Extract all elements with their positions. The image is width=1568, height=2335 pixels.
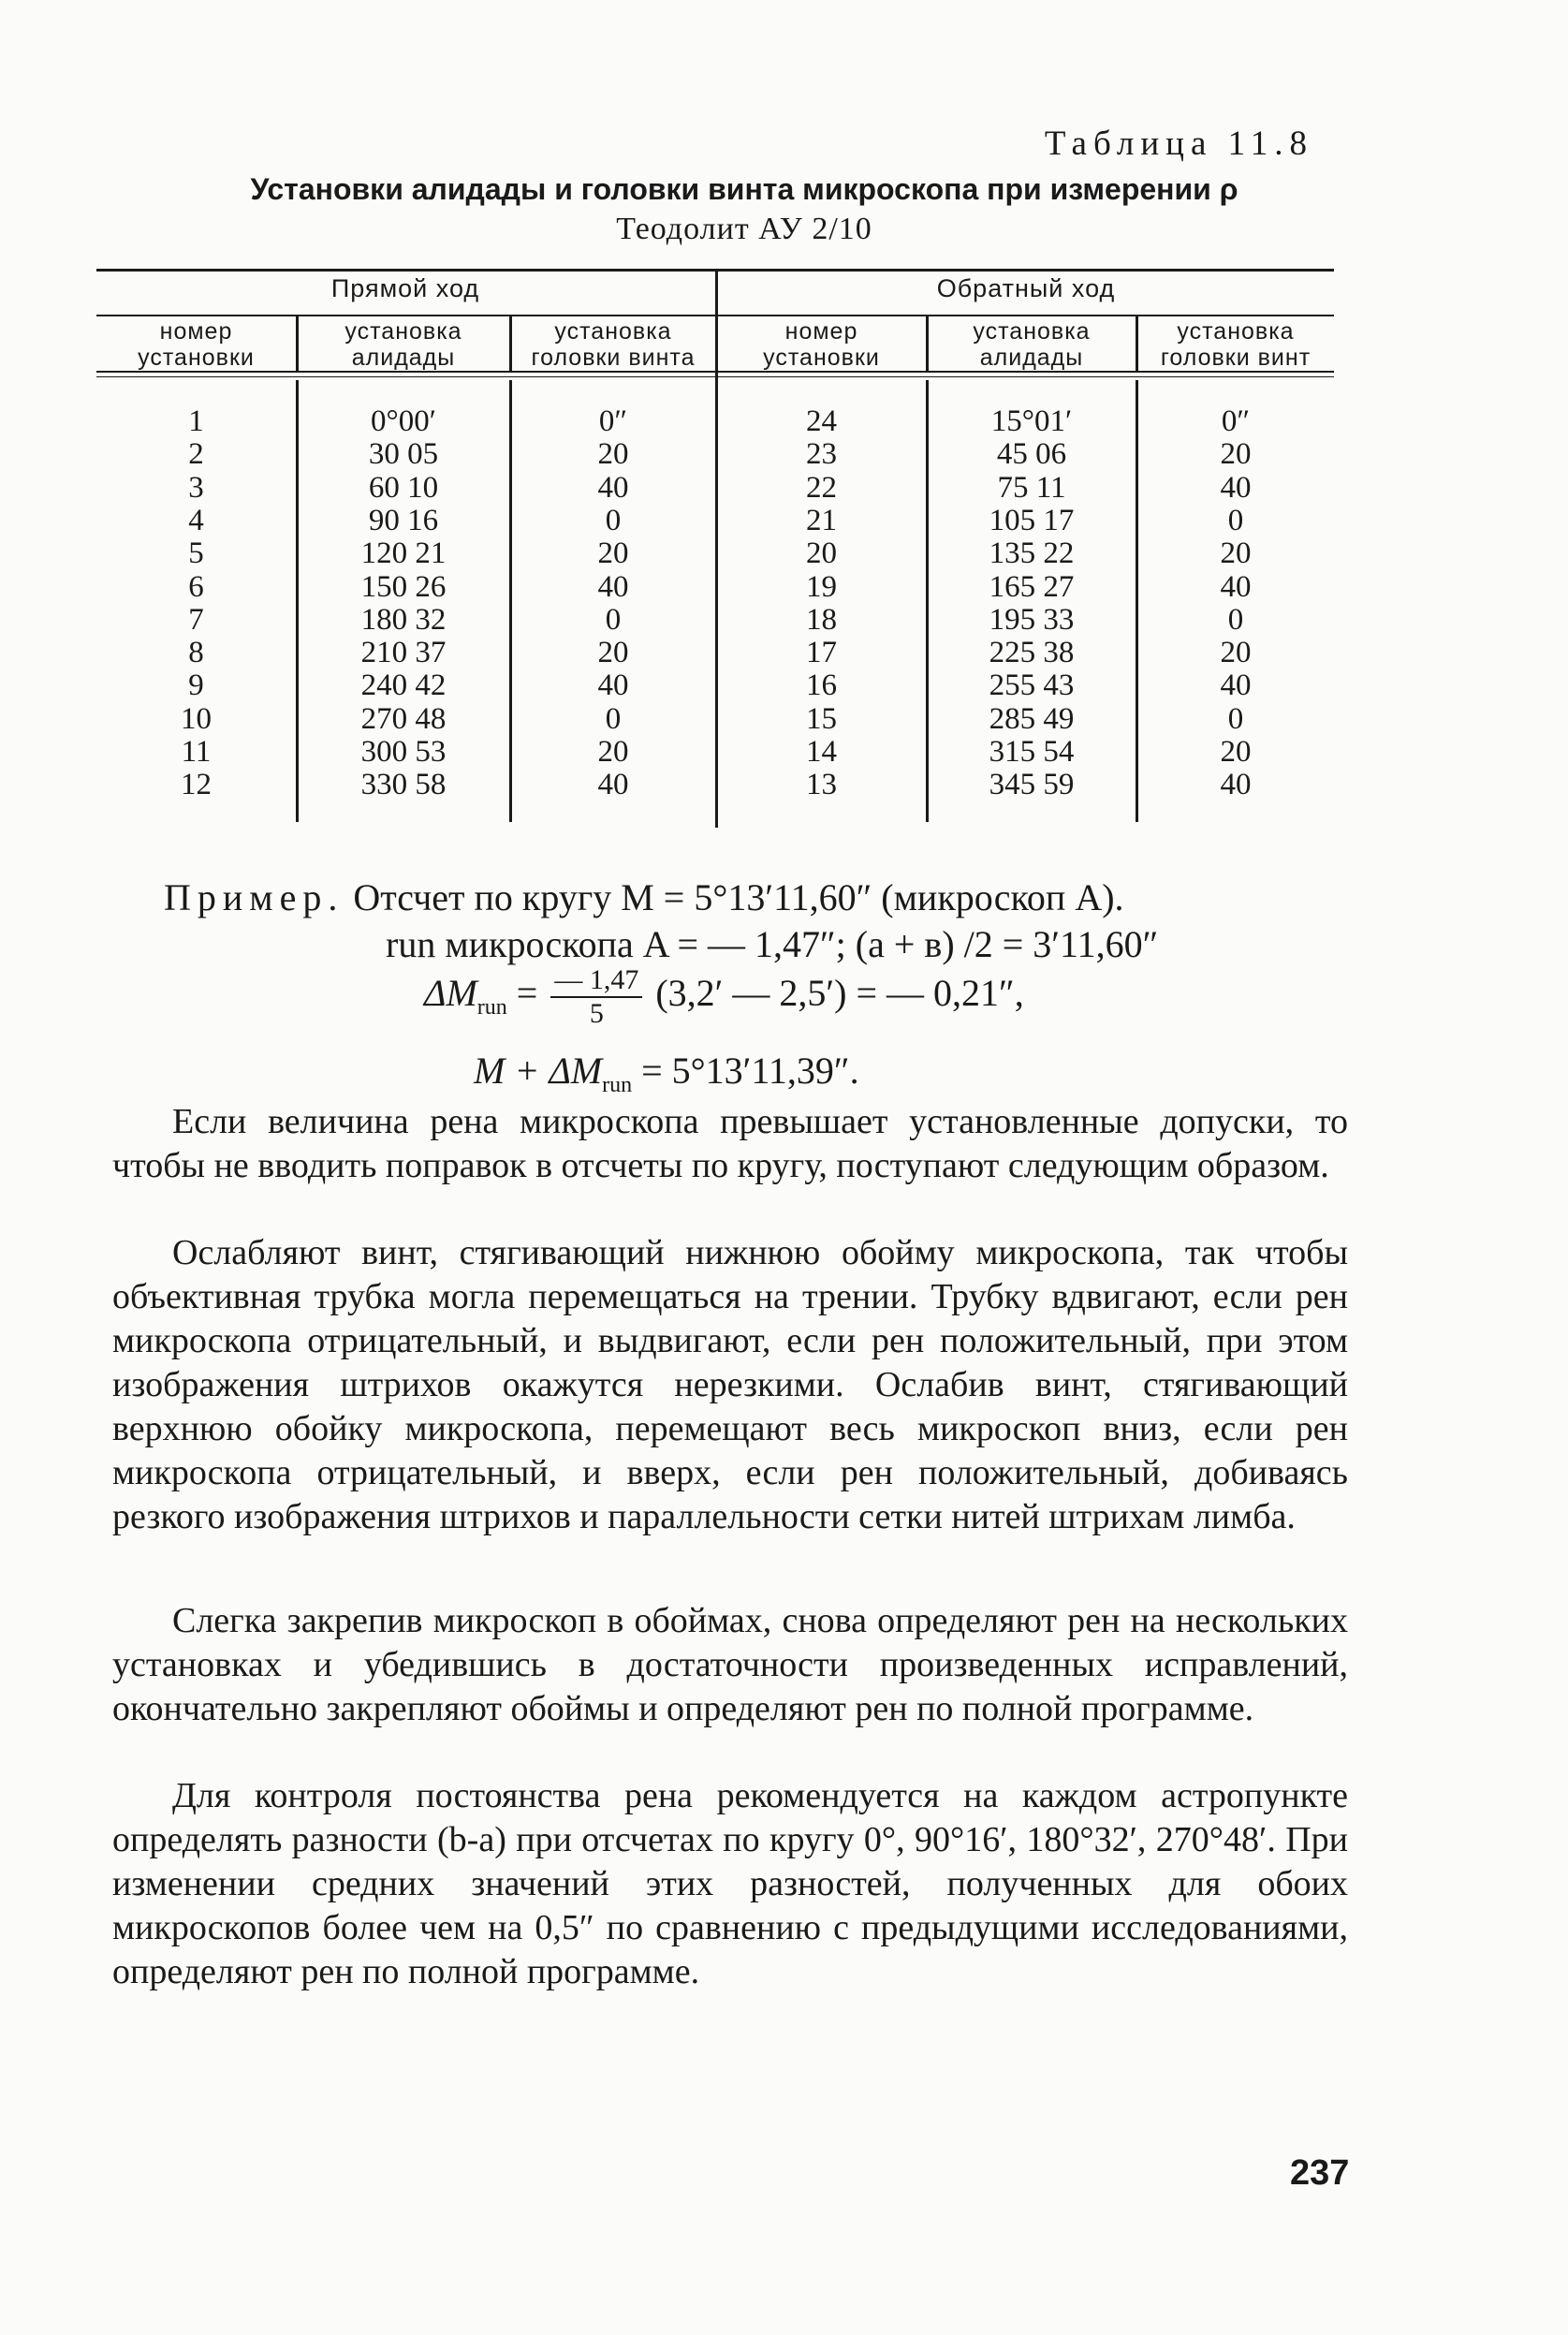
cell-num-forward: 2 <box>188 437 204 472</box>
cell-num-forward: 6 <box>188 569 204 604</box>
example-line-1 <box>164 875 1124 919</box>
cell-alidade-forward: 330 58 <box>360 768 447 802</box>
group-reverse: Обратный ход <box>936 274 1116 302</box>
cell-alidade-forward: 120 21 <box>360 536 447 571</box>
cell-screw-reverse: 40 <box>1220 569 1252 604</box>
cell-num-reverse: 23 <box>806 437 837 472</box>
cell-alidade-forward: 180 32 <box>360 602 447 637</box>
cell-screw-forward: 0″ <box>598 404 628 438</box>
cell-screw-reverse: 0 <box>1227 503 1244 537</box>
cell-alidade-reverse: 105 17 <box>989 503 1075 537</box>
cell-alidade-reverse: 345 59 <box>989 768 1075 802</box>
cell-alidade-forward: 240 42 <box>360 668 447 703</box>
cell-num-reverse: 17 <box>806 636 837 670</box>
cell-num-forward: 8 <box>188 636 204 670</box>
paragraph-1: Если величина рена микроскопа превышает установленные допуски, то чтобы не вводить поправок в отсчеты по кругу, поступают следующим образом. <box>112 1102 1348 1185</box>
cell-num-forward: 11 <box>181 735 212 769</box>
cell-num-reverse: 15 <box>806 701 837 736</box>
cell-screw-forward: 20 <box>597 735 629 769</box>
cell-alidade-reverse: 225 38 <box>989 636 1075 670</box>
cell-alidade-forward: 300 53 <box>360 735 447 769</box>
cell-alidade-reverse: 165 27 <box>989 569 1075 604</box>
cell-screw-reverse: 20 <box>1220 437 1252 472</box>
cell-alidade-reverse: 255 43 <box>989 668 1075 703</box>
cell-screw-reverse: 40 <box>1220 768 1252 802</box>
cell-num-reverse: 24 <box>806 404 837 438</box>
table-subtitle: Теодолит АУ 2/10 <box>616 212 872 246</box>
cell-screw-reverse: 20 <box>1220 636 1252 670</box>
paragraph-4: Для контроля постоянства рена рекомендуется на каждом астропункте определять разности (b-a) при отсчетах по кругу 0°, 90°16′, 180°32′, 270°48′. При изменении средних значений этих разностей, полученных для обоих микроскопов более чем на 0,5″ по сравнению с предыдущими исследованиями, определяют рен по полной программе. <box>112 1776 1348 1991</box>
col-screw-forward: установка головки винта <box>531 318 696 371</box>
col-alidade-reverse: установка алидады <box>973 318 1091 371</box>
paragraph-2: Ослабляют винт, стягивающий нижнюю обойму микроскопа, так чтобы объективная трубка могла перемещаться на трении. Трубку вдвигают, если рен микроскопа отрицательный, и выдвигают, если рен положительный, при этом изображения штрихов окажутся нерезкими. Ослабив винт, стягивающий верхнюю обойку микроскопа, перемещают весь микроскоп вниз, если рен микроскопа отрицательный, и вверх, если рен положительный, добиваясь резкого изображения штрихов и параллельности сетки нитей штрихам лимба. <box>112 1233 1348 1536</box>
cell-num-reverse: 21 <box>806 503 837 537</box>
cell-num-forward: 9 <box>188 668 204 703</box>
cell-num-forward: 10 <box>181 701 212 736</box>
cell-num-forward: 4 <box>188 503 204 537</box>
cell-screw-reverse: 20 <box>1220 536 1252 571</box>
cell-alidade-forward: 150 26 <box>360 569 447 604</box>
cell-num-reverse: 14 <box>806 735 837 769</box>
cell-alidade-reverse: 15°01′ <box>990 404 1073 438</box>
cell-num-forward: 5 <box>188 536 204 571</box>
cell-num-forward: 7 <box>188 602 204 637</box>
cell-num-reverse: 18 <box>806 602 837 637</box>
cell-num-forward: 3 <box>188 470 204 505</box>
cell-alidade-reverse: 75 11 <box>997 470 1066 505</box>
cell-alidade-forward: 270 48 <box>360 701 447 736</box>
cell-screw-forward: 40 <box>597 470 629 505</box>
equation-1: $\Delta M_{run}$ = $\frac{— 1,47}{5}$ (3,2′ — 2,5′) = — 0,21″, <box>424 964 1024 1029</box>
table-title: Установки алидады и головки винта микроскопа при измерении ρ <box>250 172 1238 206</box>
cell-num-reverse: 13 <box>806 768 837 802</box>
cell-alidade-forward: 30 05 <box>368 437 439 472</box>
cell-screw-forward: 0 <box>605 503 622 537</box>
cell-alidade-forward: 210 37 <box>360 636 447 670</box>
cell-screw-reverse: 40 <box>1220 470 1252 505</box>
cell-alidade-reverse: 195 33 <box>989 602 1075 637</box>
table-label: Таблица 11.8 <box>1044 125 1313 163</box>
col-alidade-forward: установка алидады <box>344 318 462 371</box>
cell-alidade-reverse: 285 49 <box>989 701 1075 736</box>
cell-screw-forward: 20 <box>597 437 629 472</box>
cell-alidade-reverse: 315 54 <box>989 735 1075 769</box>
cell-screw-reverse: 40 <box>1220 668 1252 703</box>
cell-screw-reverse: 20 <box>1220 735 1252 769</box>
group-forward: Прямой ход <box>330 274 480 302</box>
equation-2: $M + \Delta M_{run} = 5^\circ 13'11,39''$. <box>474 1050 859 1097</box>
cell-num-reverse: 16 <box>806 668 837 703</box>
cell-screw-forward: 40 <box>597 768 629 802</box>
col-num-forward: номер установки <box>138 318 255 371</box>
cell-screw-reverse: 0 <box>1227 602 1244 637</box>
page-number: 237 <box>1290 2153 1350 2193</box>
col-num-reverse: номер установки <box>763 318 880 371</box>
cell-screw-forward: 0 <box>605 602 622 637</box>
cell-screw-forward: 40 <box>597 668 629 703</box>
example-line-2: run микроскопа A = — 1,47″; (a + в) /2 = 3′11,60″ <box>386 923 1159 965</box>
cell-screw-forward: 0 <box>605 701 622 736</box>
cell-screw-reverse: 0″ <box>1221 404 1251 438</box>
cell-num-reverse: 22 <box>806 470 837 505</box>
fraction: $\frac{— 1,47}{5}$ <box>550 964 642 1030</box>
example-label: Пример. <box>164 876 344 918</box>
cell-alidade-forward: 90 16 <box>368 503 439 537</box>
cell-screw-forward: 20 <box>597 536 629 571</box>
cell-screw-reverse: 0 <box>1227 701 1244 736</box>
cell-alidade-forward: 0°00′ <box>371 404 436 438</box>
cell-num-reverse: 19 <box>806 569 837 604</box>
cell-num-reverse: 20 <box>806 536 837 571</box>
cell-alidade-reverse: 135 22 <box>989 536 1075 571</box>
cell-num-forward: 1 <box>188 404 204 438</box>
example-text-1: Отсчет по кругу M = 5°13′11,60″ (микроскоп A). <box>353 876 1124 918</box>
cell-screw-forward: 40 <box>597 569 629 604</box>
cell-num-forward: 12 <box>181 768 212 802</box>
cell-alidade-forward: 60 10 <box>368 470 439 505</box>
col-screw-reverse: установка головки винт <box>1160 318 1312 371</box>
cell-screw-forward: 20 <box>597 636 629 670</box>
paragraph-3: Слегка закрепив микроскоп в обоймах, снова определяют рен на нескольких установках и убедившись в достаточности произведенных исправлений, окончательно закрепляют обоймы и определяют рен по полной программе. <box>112 1601 1348 1728</box>
cell-alidade-reverse: 45 06 <box>996 437 1067 472</box>
